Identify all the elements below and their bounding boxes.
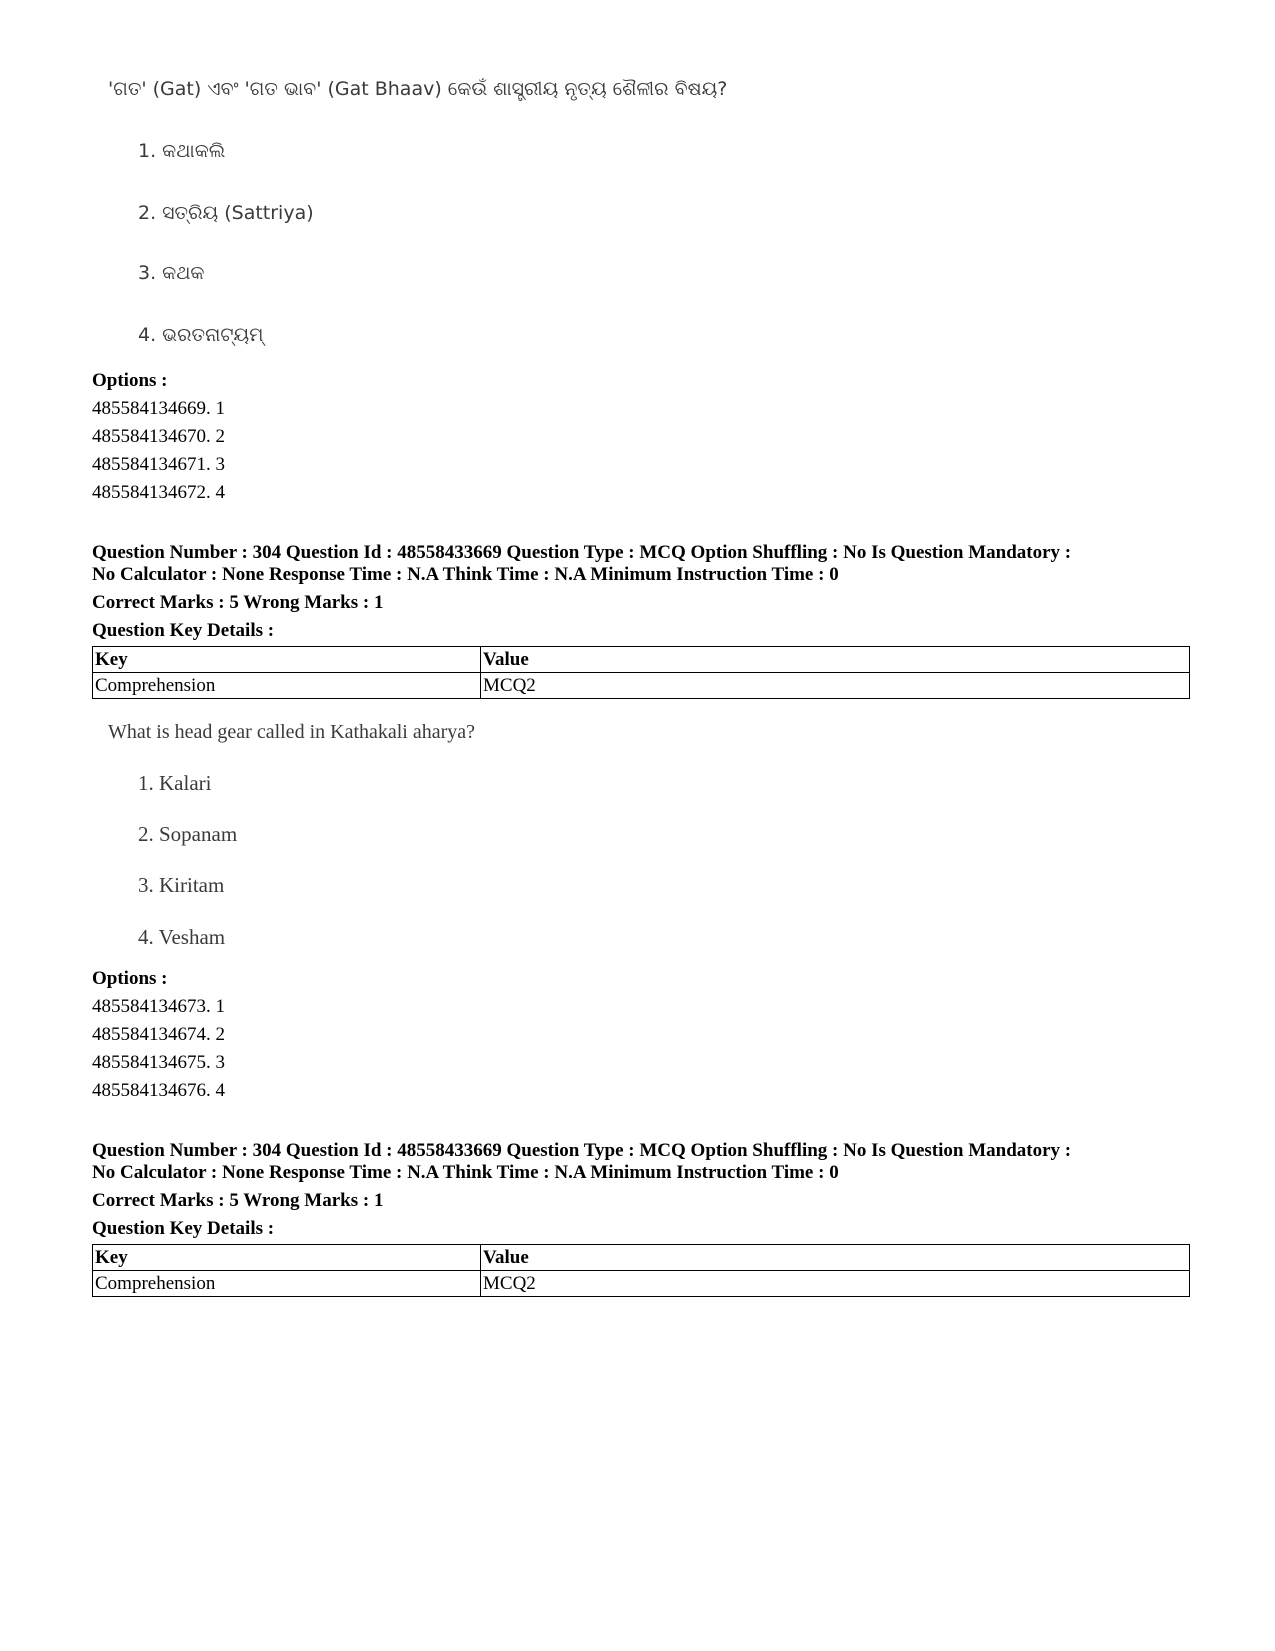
table-header-row	[93, 1245, 1190, 1271]
key-details-table	[92, 1244, 1190, 1297]
meta-line-1: Question Number : 304 Question Id : 48558433669 Question Type : MCQ Option Shuffling : No Is Question Mandatory :	[92, 1140, 1072, 1161]
table-cell-value: MCQ2	[481, 673, 1190, 699]
question-choice: 4. Vesham	[138, 925, 226, 949]
option-item: 485584134674. 2	[92, 1024, 225, 1045]
table-header-value: Value	[481, 647, 1190, 673]
option-item: 485584134675. 3	[92, 1052, 225, 1073]
option-item: 485584134670. 2	[92, 426, 225, 447]
key-details-table	[92, 646, 1190, 699]
options-list	[92, 367, 1192, 507]
table-header-row	[93, 647, 1190, 673]
option-item: 485584134672. 4	[92, 482, 225, 503]
option-item: 485584134669. 1	[92, 398, 225, 419]
option-item: 485584134676. 4	[92, 1080, 225, 1101]
table-cell-key: Comprehension	[93, 673, 481, 699]
options-heading: Options :	[92, 370, 168, 391]
table-row	[93, 1271, 1190, 1297]
marks-line: Correct Marks : 5 Wrong Marks : 1	[92, 592, 384, 613]
table-header-key: Key	[93, 1245, 481, 1271]
question-choice: 1. Kalari	[138, 771, 212, 795]
options-heading: Options :	[92, 968, 168, 989]
question-choice: 1. କଥାକଲି	[138, 140, 226, 162]
question-meta	[92, 542, 1192, 642]
meta-line-1: Question Number : 304 Question Id : 48558433669 Question Type : MCQ Option Shuffling : No Is Question Mandatory :	[92, 542, 1072, 563]
question-choice: 4. ଭରତନାଟ୍ୟମ୍	[138, 324, 264, 346]
question-choice: 3. Kiritam	[138, 873, 225, 897]
options-list	[92, 965, 1192, 1105]
table-row	[93, 673, 1190, 699]
question-choice: 3. କଥକ	[138, 262, 205, 284]
table-header-key: Key	[93, 647, 481, 673]
question-text: What is head gear called in Kathakali aharya?	[108, 721, 476, 743]
question-choice: 2. ସତ୍ରିୟ (Sattriya)	[138, 202, 314, 224]
question-image-english	[108, 720, 476, 949]
question-text: 'ଗତ' (Gat) ଏବଂ 'ଗତ ଭାବ' (Gat Bhaav) କେଉଁ ଶାସ୍ତ୍ରୀୟ ନୃତ୍ୟ ଶୈଳୀର ବିଷୟ?	[108, 78, 728, 100]
table-cell-key: Comprehension	[93, 1271, 481, 1297]
option-item: 485584134671. 3	[92, 454, 225, 475]
table-header-value: Value	[481, 1245, 1190, 1271]
key-details-heading: Question Key Details :	[92, 1218, 275, 1239]
question-image-odia	[108, 77, 728, 346]
marks-line: Correct Marks : 5 Wrong Marks : 1	[92, 1190, 384, 1211]
meta-line-2: No Calculator : None Response Time : N.A Think Time : N.A Minimum Instruction Time : 0	[92, 564, 839, 585]
meta-line-2: No Calculator : None Response Time : N.A Think Time : N.A Minimum Instruction Time : 0	[92, 1162, 839, 1183]
question-meta	[92, 1140, 1192, 1240]
option-item: 485584134673. 1	[92, 996, 225, 1017]
table-cell-value: MCQ2	[481, 1271, 1190, 1297]
question-choice: 2. Sopanam	[138, 822, 238, 846]
key-details-heading: Question Key Details :	[92, 620, 275, 641]
